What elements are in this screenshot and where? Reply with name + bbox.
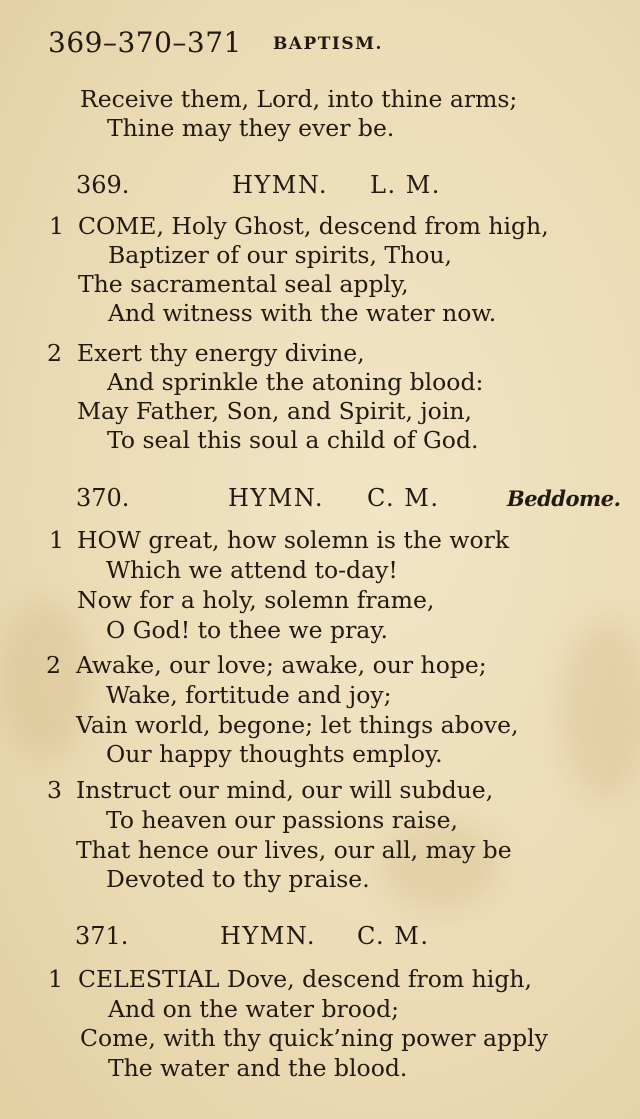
verse-line: Now for a holy, solemn frame, xyxy=(77,586,435,614)
continuation-line: Thine may they ever be. xyxy=(107,114,395,142)
verse-line: Wake, fortitude and joy; xyxy=(106,681,392,709)
stanza-number: 2 xyxy=(47,339,62,367)
verse-line: Come, with thy quick’ning power apply xyxy=(80,1024,548,1052)
verse-line: May Father, Son, and Spirit, join, xyxy=(77,397,472,425)
verse-line: Instruct our mind, our will subdue, xyxy=(76,776,494,804)
verse-line: Vain world, begone; let things above, xyxy=(76,711,519,739)
verse-line: Our happy thoughts employ. xyxy=(106,740,443,768)
stanza-number: 1 xyxy=(49,212,64,240)
verse-line: Baptizer of our spirits, Thou, xyxy=(108,241,452,269)
page-hymn-numbers: 369–370–371 xyxy=(48,26,242,59)
verse-line: The sacramental seal apply, xyxy=(78,270,409,298)
verse-line: And sprinkle the atoning blood: xyxy=(107,368,484,396)
verse-line: Exert thy energy divine, xyxy=(77,339,365,367)
verse-line: CELESTIAL Dove, descend from high, xyxy=(78,965,532,993)
stanza-number: 1 xyxy=(48,965,63,993)
hymn-title: HYMN. xyxy=(220,922,316,950)
verse-line: To seal this soul a child of God. xyxy=(107,426,479,454)
paper-stain xyxy=(560,620,640,800)
verse-line: Awake, our love; awake, our hope; xyxy=(76,651,487,679)
hymn-meter: C. M. xyxy=(357,922,430,950)
verse-line: And witness with the water now. xyxy=(108,299,497,327)
stanza-number: 3 xyxy=(47,776,62,804)
hymn-title: HYMN. xyxy=(228,484,324,512)
page-topic: BAPTISM. xyxy=(272,34,383,54)
verse-line: Devoted to thy praise. xyxy=(106,865,370,893)
hymn-number: 370. xyxy=(76,484,130,512)
verse-line: And on the water brood; xyxy=(108,995,400,1023)
hymn-meter: C. M. xyxy=(367,484,440,512)
hymn-title: HYMN. xyxy=(232,171,328,199)
verse-line: O God! to thee we pray. xyxy=(106,616,388,644)
running-head xyxy=(48,26,383,59)
verse-line: Which we attend to-day! xyxy=(106,556,398,584)
stanza-number: 1 xyxy=(49,526,64,554)
hymn-author: Beddome. xyxy=(507,486,621,511)
verse-line: That hence our lives, our all, may be xyxy=(76,836,512,864)
verse-line: COME, Holy Ghost, descend from high, xyxy=(78,212,549,240)
hymn-meter: L. M. xyxy=(370,171,441,199)
continuation-line: Receive them, Lord, into thine arms; xyxy=(80,85,518,113)
hymn-number: 371. xyxy=(75,922,129,950)
verse-line: The water and the blood. xyxy=(108,1054,408,1082)
verse-line: To heaven our passions raise, xyxy=(106,806,458,834)
verse-line: HOW great, how solemn is the work xyxy=(77,526,510,554)
hymn-number: 369. xyxy=(76,171,130,199)
stanza-number: 2 xyxy=(46,651,61,679)
